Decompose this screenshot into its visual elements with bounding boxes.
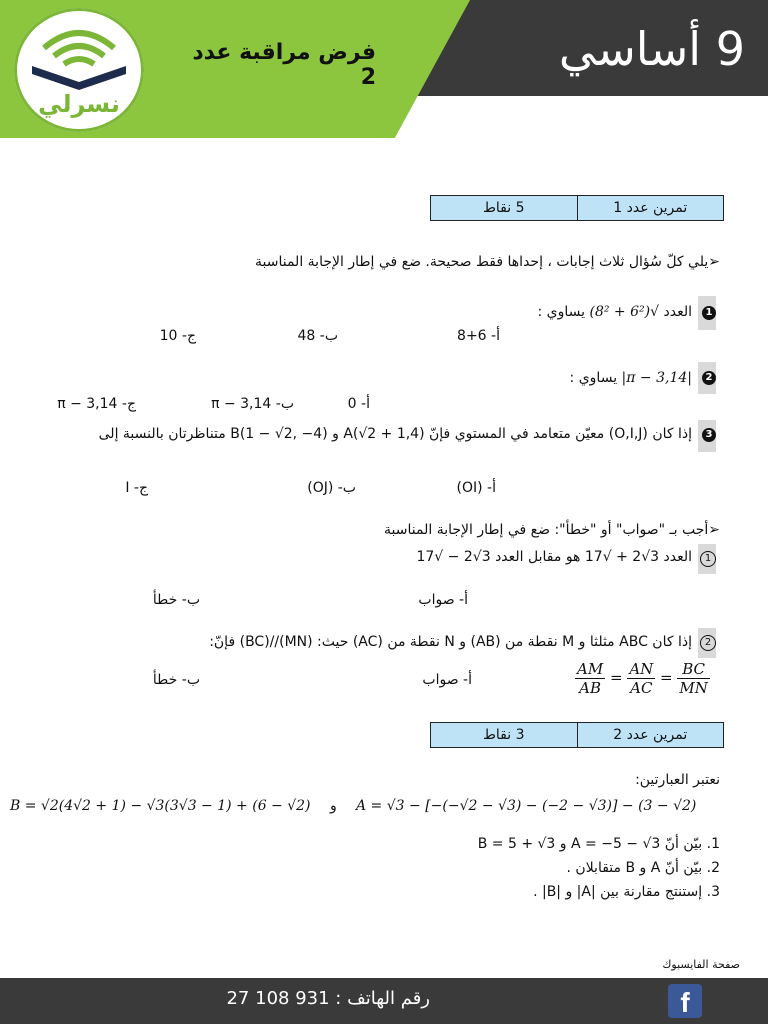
exercise1-points: 5 نقاط	[482, 200, 525, 216]
s2-text: إذا كان ABC مثلثا و M نقطة من (AB) و N نقطة من (AC) حيث: (MN)//(BC) فإنّ:	[209, 634, 692, 650]
exercise2-points: 3 نقاط	[482, 727, 525, 743]
phone-number: رقم الهاتف : 931 108 27	[226, 988, 430, 1009]
expression-a: A = √3 − [−(−√2 − √3) − (−2 − √3)] − (3 − √2)	[356, 798, 697, 814]
logo	[14, 8, 144, 132]
q3-number-icon: 3	[702, 428, 716, 442]
arrow-icon: ➢	[708, 522, 720, 538]
expression-b: B = √2(4√2 + 1) − √3(3√3 − 1) + (6 − √2)	[10, 798, 311, 814]
q1-option-b[interactable]: ب- 48	[297, 328, 338, 344]
frac-an-ac: $\frac{AN}{AC}$	[629, 660, 654, 697]
q2-number-icon: 2	[702, 371, 716, 385]
book-wifi-icon	[14, 8, 144, 98]
q2-option-c[interactable]: ج- π − 3,14	[57, 396, 136, 412]
s2-option-a[interactable]: أ- صواب	[422, 672, 472, 688]
exercise1-box	[430, 195, 724, 221]
exercise2-item-3: 3. إستنتج مقارنة بين |A| و |B| .	[533, 884, 720, 900]
exercise2-box	[430, 722, 724, 748]
s1-option-b[interactable]: ب- خطأ	[152, 592, 200, 608]
q1-number-icon: 1	[702, 306, 716, 320]
facebook-icon[interactable]: f	[668, 984, 702, 1018]
exercise1-intro2: ➢أجب بـ "صواب" أو "خطأ": ضع في إطار الإجابة المناسبة	[384, 522, 720, 538]
exercise1-label: تمرين عدد 1	[577, 196, 724, 220]
page-title: فرض مراقبة عدد 2	[192, 40, 376, 90]
frac-bc-mn: $\frac{BC}{MN}$	[679, 660, 708, 697]
q1-text: العدد √(6² + 8²) يساوي :	[537, 304, 692, 320]
q2-option-b[interactable]: ب- 3,14 − π	[211, 396, 294, 412]
arrow-icon: ➢	[708, 254, 720, 270]
s1-number-icon: 1	[700, 551, 716, 567]
q3-option-b[interactable]: ب- (OJ)	[307, 480, 356, 496]
q3-option-a[interactable]: أ- (OI)	[456, 480, 496, 496]
frac-am-ab: $\frac{AM}{AB}$	[577, 660, 604, 697]
s2-number-icon: 2	[700, 635, 716, 651]
exercise2-intro: نعتبر العبارتين:	[635, 772, 720, 788]
q3-option-c[interactable]: ج- I	[125, 480, 148, 496]
s2-option-b[interactable]: ب- خطأ	[152, 672, 200, 688]
exercise2-label: تمرين عدد 2	[577, 723, 724, 747]
s2-fraction: $\frac{AM}{AB}$ = $\frac{AN}{AC}$ = $\frac{BC}{MN}$	[577, 660, 708, 697]
q2-option-a[interactable]: أ- 0	[347, 396, 370, 412]
exercise2-item-2: 2. بيّن أنّ A و B متقابلان .	[566, 860, 720, 876]
q1-option-a[interactable]: أ- 6+8	[457, 328, 500, 344]
exercise2-item-1: 1. بيّن أنّ A = −5 − √3 و B = 5 + √3	[477, 836, 720, 852]
logo-text: نسرلي	[38, 90, 120, 118]
q1-option-c[interactable]: ج- 10	[159, 328, 196, 344]
exercise1-intro: ➢يلي كلّ سُؤال ثلاث إجابات ، إحداها فقط صحيحة. ضع في إطار الإجابة المناسبة	[255, 254, 720, 270]
s1-option-a[interactable]: أ- صواب	[418, 592, 468, 608]
and-word: و	[330, 798, 337, 814]
grade-label: 9 أساسي	[558, 22, 745, 76]
s1-text: العدد 3√2 + √17 هو مقابل العدد 3√2 − √17	[416, 549, 692, 565]
q2-text: |3,14 − π| يساوي :	[569, 370, 692, 386]
q3-text: إذا كان (O,I,J) معيّن متعامد في المستوي فإنّ A(√2 + 1,4) و B(1 − √2, −4) متناظرتان بالنسبة إلى	[98, 426, 692, 442]
facebook-page-label: صفحة الفايسبوك	[662, 958, 740, 971]
